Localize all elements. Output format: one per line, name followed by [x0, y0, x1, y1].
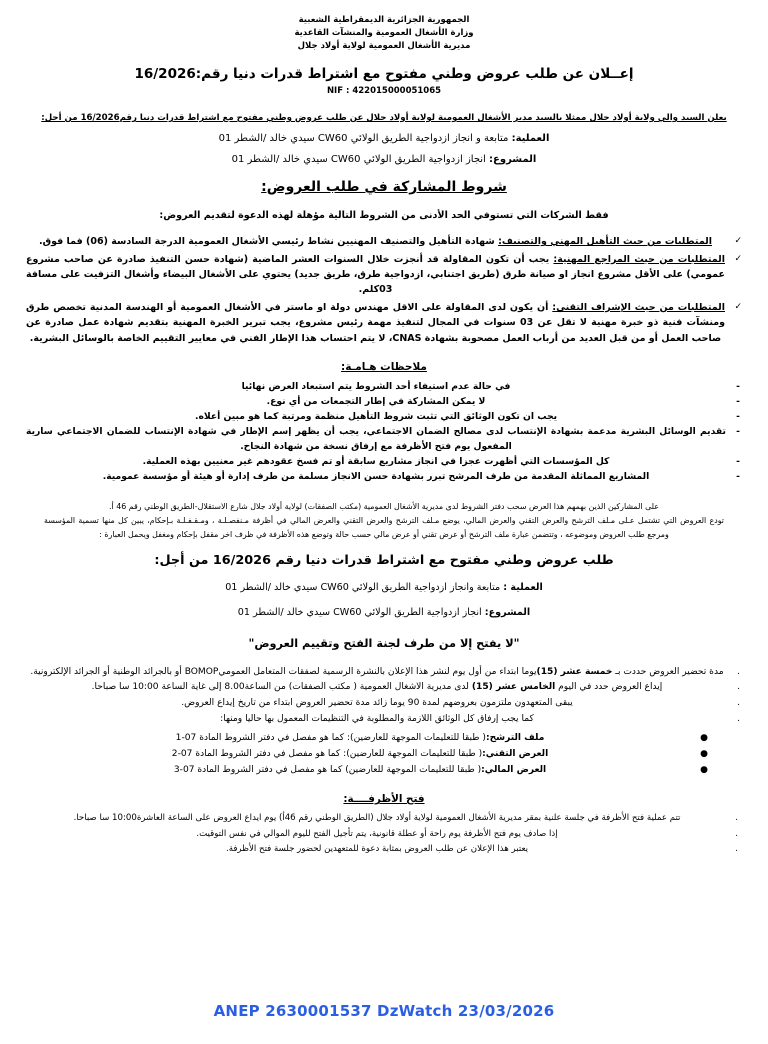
note-item: [26, 424, 742, 454]
condition-lead: المتطلبات من حيث المراجع المهنية:: [553, 253, 725, 265]
check-icon: ✓: [734, 301, 742, 312]
check-icon: ✓: [734, 236, 742, 247]
opening-text: تتم عملية فتح الأظرفة في جلسة علنية بمقر مديرية الأشغال العمومية لولاية أولاد جلال (الطريق الوطني رقم 46أ) يوم ايداع العروض على الساعة العاشرة10:00 سا صباحا.: [73, 813, 681, 824]
period-marker-icon: .: [735, 828, 738, 839]
conditions-heading: شروط المشاركة في طلب العروض:: [261, 178, 507, 195]
condition-text: يجب أن تكون المقاولة قد أنجزت خلال السنوات العشر الماضية (شهادة حسن التنفيذ صادرة عن صاحب مشروع عمومي) على الأقل مشروع انجاز او صيانة طرق (طريق اجتنابي، ازدواجية طرق، طريق جديد) يحتوي على الأشغال البيضاء وأشغال التزفيت على مسافة 03كلم.: [26, 253, 725, 296]
opening-item: [26, 842, 742, 857]
envelope-operation-label: العملية :: [503, 581, 543, 593]
header-directorate-line: مديرية الأشغال العمومية لولاية أولاد جلال: [297, 41, 471, 52]
period-marker-icon: .: [735, 813, 738, 824]
operation-line: [26, 132, 742, 147]
note-text: تقديم الوسائل البشرية مدعمة بشهادة الإنتساب لدى مصالح الضمان الاجتماعي، يجب أن يظهر إسم الإطار في شهادة الإنتساب للضمان الاجتماعي سارية المفعول يوم فتح الأظرفة مع إرفاق نسخة من شهادة النجاح.: [26, 425, 726, 452]
deadline-pre: إيداع العروض حدد في اليوم: [555, 682, 663, 693]
note-text: المشاريع المماثلة المقدمة من طرف المرشح تبرر بشهادة حسن الانجاز مسلمة من طرف إدارة أو هيئة أو مؤسسة عمومية.: [102, 470, 650, 482]
project-label: المشروع:: [489, 154, 537, 166]
operation-label: العملية:: [511, 132, 550, 144]
document-label: العرض المالي:: [481, 764, 547, 775]
operation-text: متابعة و انجاز ازدواجية الطريق الولائي CW60 سيدي خالد /الشطر 01: [218, 132, 509, 144]
condition-text: أن يكون لدى المقاولة على الاقل مهندس دولة او ماستر في الأشغال العمومية أو الهندسة المدنية تخصص طرق ومنشآت فنية ذو خبرة مهنية لا تقل عن 03 سنوات في المجال لتنفيذ مهمة رئيس مشروع، يجب تبرير الخبرة المهنية بتقديم شهادة عمل صادرة عن صاحب العمل أو من قبل العديد من أرباب العمل مصحوبة بشهادة CNAS، لا يتم احتساب هذا الإطار الفني في معايير التقييم الخاصة بالوسائل البشرية.: [26, 301, 725, 344]
envelope-project-label: المشروع:: [484, 607, 531, 619]
do-not-open-quote: "لا يفتح إلا من طرف لجنة الفتح وتقييم العروض": [248, 636, 520, 650]
document-label: العرض التقني:: [482, 749, 549, 760]
intro-paragraph: [26, 112, 742, 125]
document-item: [26, 731, 708, 747]
deadline-item: [26, 696, 742, 711]
nif-number: NIF : 422015000051065: [326, 86, 442, 97]
dash-marker-icon: -: [736, 395, 740, 407]
period-marker-icon: .: [737, 666, 740, 677]
deadline-item: [26, 680, 742, 695]
dash-marker-icon: -: [736, 455, 740, 467]
withdrawal-instructions: [26, 500, 742, 541]
conditions-lead: فقط الشركات التي تستوفي الحد الأدنى من الشروط التالية مؤهلة لهذه الدعوة لتقديم العروض:: [159, 209, 609, 221]
condition-item: [26, 300, 742, 346]
note-item: [26, 454, 742, 469]
envelope-project-text: انجاز ازدواجية الطريق الولائي CW60 سيدي خالد /الشطر 01: [237, 607, 482, 619]
deadline-bold: الخامس عشر (15): [471, 682, 556, 693]
dash-marker-icon: -: [736, 380, 740, 392]
envelope-operation-text: متابعة وانجاز ازدواجية الطريق الولائي CW60 سيدي خالد /الشطر 01: [225, 581, 501, 593]
check-icon: ✓: [734, 253, 742, 264]
opening-heading: فتح الأظرفــــة:: [343, 793, 425, 806]
intro-text: يعلن السيد والي ولاية أولاد جلال ممثلا بالسيد مدير الأشغال العمومية لولاية أولاد جلال عن طلب عروض وطني مفتوح مع اشتراط قدرات دنيا رقم16/2026 من أجل:: [41, 113, 727, 124]
condition-lead: المتطلبات من حيث الإشراف التقني:: [552, 301, 725, 313]
deadline-pre: كما يجب إرفاق كل الوثائق اللازمة والمطلوبة في التنظيمات المعمول بها حاليا ومنها:: [220, 713, 534, 724]
header-country-line: الجمهورية الجزائرية الديمقراطية الشعبية: [298, 15, 470, 25]
note-item: [26, 409, 742, 424]
conditions-list: [26, 234, 742, 346]
note-item: [26, 469, 742, 484]
condition-item: [26, 234, 742, 249]
opening-item: [26, 827, 742, 842]
note-item: [26, 379, 742, 394]
deadline-pre: يبقى المتعهدون ملتزمون بعروضهم لمدة 90 يوما زائد مدة تحضير العروض ابتداء من تاريخ إيداع العروض.: [181, 697, 573, 708]
note-text: كل المؤسسات التي أظهرت عجزا في انجاز مشاريع سابقة أو تم فسخ عقودهم غير معنيين بهذه العملية.: [142, 455, 610, 467]
dash-marker-icon: -: [736, 410, 740, 422]
header-ministry-line: وزارة الأشغال العمومية والمنشآت القاعدية: [294, 28, 474, 39]
documents-list: [26, 731, 742, 778]
period-marker-icon: .: [737, 697, 740, 708]
withdrawal-line-1: على المشاركين الذين بهمهم هذا العرض سحب دفتر الشروط لدى مديرية الأشغال العمومية (مكتب الصفقات) لولاية أولاد جلال شارع الاستقلال-الطريق الوطني رقم 46 أ.: [109, 501, 659, 511]
opening-text: يعتبر هذا الإعلان عن طلب العروض بمثابة دعوة للمتعهدين لحضور جلسة فتح الأظرفة.: [225, 844, 528, 855]
page-title: إعــلان عن طلب عروض وطني مفتوح مع اشتراط قدرات دنيا رقم:16/2026: [134, 65, 634, 82]
condition-lead: المتطلبات من حيث التأهيل المهني والتصنيف:: [498, 236, 713, 248]
deadline-item: [26, 712, 742, 727]
envelope-operation-line: [26, 581, 742, 595]
document-text: ( طبقا للتعليمات الموجهة للعارضين): كما هو مفصل في دفتر الشروط المادة 07-1: [175, 733, 486, 744]
envelope-project-line: [26, 606, 742, 620]
project-line: [26, 153, 742, 168]
opening-item: [26, 811, 742, 826]
note-text: لا يمكن المشاركة في إطار التجمعات من أي نوع.: [266, 395, 486, 407]
period-marker-icon: .: [737, 713, 740, 724]
dash-marker-icon: -: [736, 425, 740, 437]
deadlines-list: [26, 665, 742, 727]
note-text: يجب ان تكون الوثائق التي تثبت شروط التأهيل منظمة ومرتبة كما هو مبين أعلاه.: [194, 410, 558, 422]
document-label: ملف الترشح:: [485, 733, 545, 744]
bullet-dot-icon: ●: [700, 749, 708, 760]
period-marker-icon: .: [735, 844, 738, 855]
deadline-bold: خمسة عشر (15): [536, 666, 613, 677]
bullet-dot-icon: ●: [700, 764, 708, 775]
note-item: [26, 394, 742, 409]
organisation-header: [26, 14, 742, 54]
dash-marker-icon: -: [736, 470, 740, 482]
deadline-post: يوما ابتداء من أول يوم لنشر هذا الإعلان بالنشرة الرسمية لصفقات المتعامل العموميBOMOP أو بالجرائد الوطنية أو الجرائد الإلكترونية.: [30, 666, 537, 677]
bullet-dot-icon: ●: [700, 733, 708, 744]
period-marker-icon: .: [737, 682, 740, 693]
withdrawal-line-2: تودع العروض التي تشتمل عـلى مـلف الترشح والعرض التقني والعرض المالي، يوضع مـلف الترشح والعرض التقني والعرض المالي في أظرفة مـنفصـلـة ، ومـقـفـلـة بـإحكام، يبين كل منها تسمية المؤسسة ومرجع طلب العروض وموضوعه ، وتتضمن عبارة ملف الترشح أو عرض تقني أو عرض مالي حسب حالة وتوضع هذه الأظرفة في ظرف اخر مقفل بإحكام ومغفل ويحمل العبارة :: [44, 515, 724, 539]
deadline-pre: مدة تحضير العروض حددت بـ: [612, 666, 724, 677]
document-text: ( طبقا للتعليمات الموجهة للعارضين) كما هو مفصل في دفتر الشروط المادة 07-3: [173, 764, 482, 775]
document-text: ( طبقا للتعليمات الموجهة للعارضين): كما هو مفصل في دفتر الشروط المادة 07-2: [171, 749, 483, 760]
note-text: في حالة عدم استيفاء أحد الشروط يتم استبعاد العرض نهائيا: [241, 380, 511, 392]
envelope-tender-title: طلب عروض وطني مفتوح مع اشتراط قدرات دنيا رقم 16/2026 من أجل:: [154, 553, 614, 569]
document-item: [26, 763, 708, 779]
document-item: [26, 747, 708, 763]
opening-list: [26, 811, 742, 857]
condition-text: شهادة التأهيل والتصنيف المهنيين نشاط رئيسي الأشغال العمومية الدرجة السادسة (06) فما فوق.: [38, 236, 499, 248]
deadline-post: لدى مديرية الاشغال العمومية ( مكتب الصفقات) من الساعة8.00 إلى غاية الساعة 10:00 سا صباحا.: [91, 682, 472, 693]
notes-list: [26, 379, 742, 484]
notes-heading: ملاحظات هـامـة:: [341, 360, 427, 373]
condition-item: [26, 252, 742, 298]
deadline-item: [26, 665, 742, 680]
anep-footer: ANEP 2630001537 DzWatch 23/03/2026: [213, 1002, 555, 1020]
opening-text: إذا صادف يوم فتح الأظرفة يوم راحة أو عطلة قانونية، يتم تأجيل الفتح لليوم الموالي في نفس التوقيت.: [196, 828, 558, 839]
project-text: انجاز ازدواجية الطريق الولائي CW60 سيدي خالد /الشطر 01: [231, 154, 486, 166]
